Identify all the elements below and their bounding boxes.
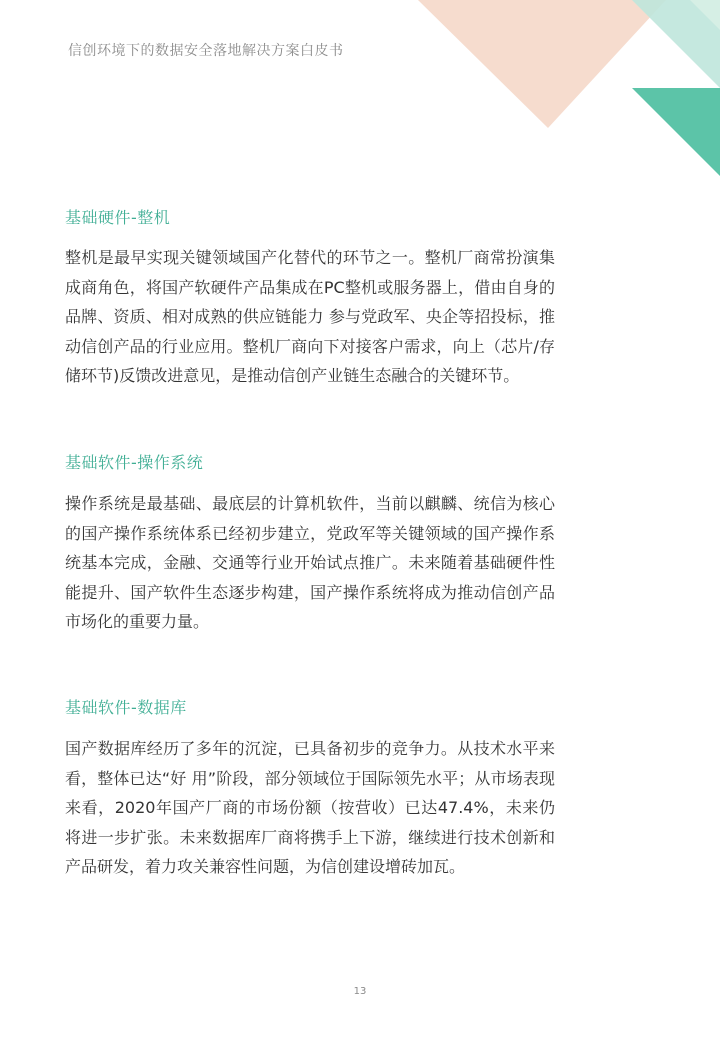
section-body-hardware: 整机是最早实现关键领域国产化替代的环节之一。整机厂商常扮演集成商角色，将国产软硬件产品集成在PC整机或服务器上，借由自身的品牌、资质、相对成熟的供应链能力 参与党政军、央企等招投标，推动信创产品的行业应用。整机厂商向下对接客户需求，向上（芯片/存储环节)反馈改进意见，是推动信创产业链生态融合的关键环节。 (65, 248, 555, 386)
teal-triangle (632, 88, 720, 176)
section-heading-hardware: 基础硬件-整机 (65, 208, 171, 227)
document-title: 信创环境下的数据安全落地解决方案白皮书 (68, 43, 344, 59)
section-heading-database: 基础软件-数据库 (65, 698, 187, 717)
corner-triangles-decoration (0, 0, 720, 200)
section-body-database: 国产数据库经历了多年的沉淀，已具备初步的竞争力。从技术水平来看，整体已达“好 用”阶段，部分领域位于国际领先水平；从市场表现来看，2020年国产厂商的市场份额（按营收）已达47.4%，未来仍将进一步扩张。未来数据库厂商将携手上下游，继续进行技术创新和产品研发，着力攻关兼容性问题，为信创建设增砖加瓦。 (65, 739, 555, 877)
mint-triangle (690, 0, 720, 30)
light-teal-triangle (632, 0, 720, 88)
page-number: 13 (353, 986, 367, 997)
peach-triangle (418, 0, 666, 128)
section-heading-os: 基础软件-操作系统 (65, 453, 204, 472)
section-body-os: 操作系统是最基础、最底层的计算机软件，当前以麒麟、统信为核心的国产操作系统体系已经初步建立，党政军等关键领域的国产操作系统基本完成，金融、交通等行业开始试点推广。未来随着基础硬件性能提升、国产软件生态逐步构建，国产操作系统将成为推动信创产品市场化的重要力量。 (65, 494, 555, 632)
